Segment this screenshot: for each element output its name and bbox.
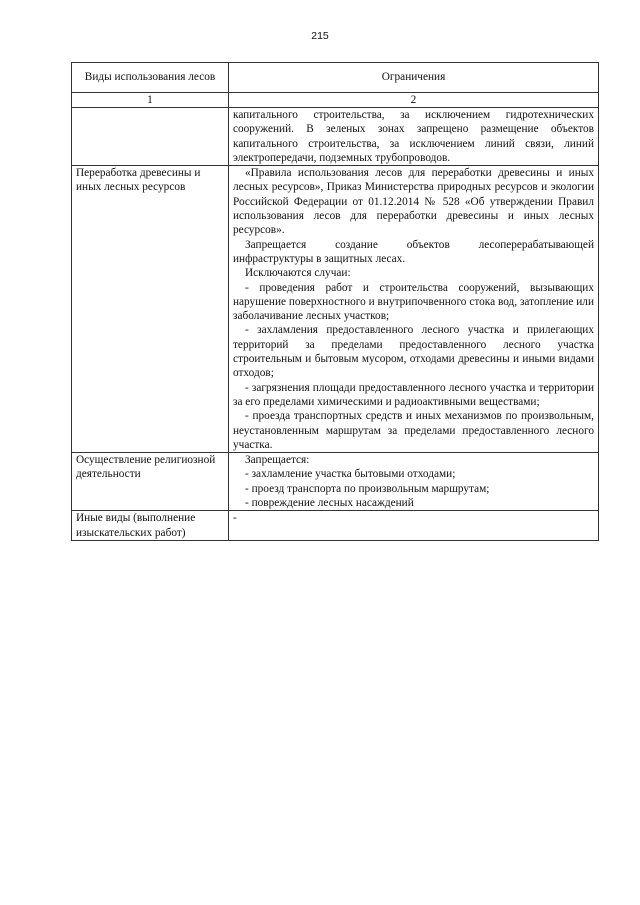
restriction-paragraph: - проведения работ и строительства сооружений, вызывающих нарушение поверхностного и внутрипочвенного стока вод, затопление или заболачивание лесных участков; — [233, 281, 594, 323]
row-restrictions — [229, 166, 599, 453]
row-restrictions — [229, 108, 599, 166]
column-number-2: 2 — [229, 93, 599, 108]
restriction-paragraph: - проезда транспортных средств и иных механизмов по произвольным, неустановленным маршрутам за пределами предоставленного лесного участка. — [233, 410, 594, 451]
row-label — [72, 108, 229, 166]
row-label: Переработка древесины и иных лесных ресурсов — [72, 166, 229, 453]
column-number-1: 1 — [72, 93, 229, 108]
page-number: 215 — [311, 30, 329, 42]
row-restrictions — [229, 511, 599, 541]
table-row — [72, 108, 599, 166]
row-label: Осуществление религиозной деятельности — [72, 453, 229, 511]
restrictions-table — [71, 62, 599, 541]
table-row — [72, 511, 599, 541]
restriction-paragraph: Запрещается: — [245, 454, 310, 467]
restriction-paragraph: - захламление участка бытовыми отходами; — [245, 468, 456, 481]
restriction-paragraph: - загрязнения площади предоставленного лесного участка и территории за его пределами химическими и радиоактивными веществами; — [233, 381, 594, 408]
header-forest-use-types: Виды использования лесов — [72, 63, 229, 93]
restriction-paragraph: Исключаются случаи: — [245, 267, 351, 280]
restriction-paragraph: - повреждение лесных насаждений — [245, 497, 414, 510]
header-restrictions: Ограничения — [229, 63, 599, 93]
row-label: Иные виды (выполнение изыскательских работ) — [72, 511, 229, 541]
table-header-row — [72, 63, 599, 93]
restriction-paragraph: Запрещается создание объектов лесоперерабатывающей инфраструктуры в защитных лесах. — [233, 238, 594, 265]
restriction-paragraph: - проезд транспорта по произвольным маршрутам; — [245, 482, 490, 495]
restriction-paragraph: - захламления предоставленного лесного участка и прилегающих территорий за пределами предоставленного лесного участка строительным и бытовым мусором, отходами древесины и иными видами отходов; — [233, 324, 594, 380]
table-row — [72, 166, 599, 453]
column-numbering-row — [72, 93, 599, 108]
restriction-paragraph: - — [233, 512, 237, 525]
row-restrictions — [229, 453, 599, 511]
restriction-paragraph: «Правила использования лесов для переработки древесины и иных лесных ресурсов», Приказ Министерства природных ресурсов и экологии Российской Федерации от 01.12.2014 № 528 «Об утверждении Правил использования лесов для переработки древесины и иных лесных ресурсов». — [233, 167, 594, 237]
table-row — [72, 453, 599, 511]
restriction-paragraph: капитального строительства, за исключением гидротехнических сооружений. В зеленых зонах запрещено размещение объектов капитального строительства, за исключением линий связи, линий электропередачи, подземных трубопроводов. — [233, 109, 594, 164]
